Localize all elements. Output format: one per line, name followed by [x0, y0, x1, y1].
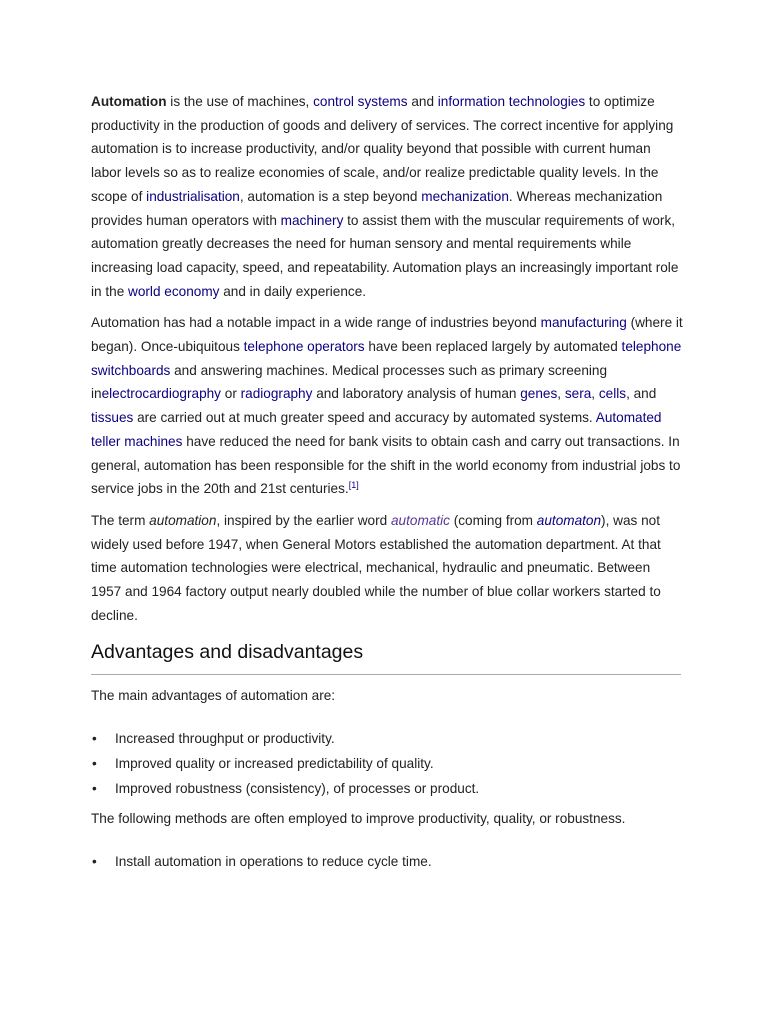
text-run: to optimize productivity in the production of goods and delivery of services. The correct incentive for applying automation is to increase productivity, and/or quality beyond that possible with current human labor levels so as to realize economies of scale, and/or realize predictable quality levels. In the scope of — [91, 94, 674, 204]
text-run: , — [591, 386, 599, 402]
link-industrialisation[interactable]: industrialisation — [146, 188, 240, 204]
advantages-intro: The main advantages of automation are: — [91, 688, 336, 704]
text-run: (coming from — [449, 512, 537, 528]
link-manufacturing[interactable]: manufacturing — [540, 315, 627, 331]
link-tissues[interactable]: tissues — [91, 410, 134, 426]
link-telephone-switchboards[interactable]: telephone switchboards — [91, 339, 682, 378]
paragraph-intro — [91, 90, 683, 303]
text-run: , automation is a step beyond — [239, 188, 422, 204]
paragraph-impact — [91, 311, 683, 501]
advantages-list — [91, 726, 683, 801]
text-run: , — [557, 386, 565, 402]
text-run: , and — [626, 386, 657, 402]
link-radiography[interactable]: radiography — [240, 386, 313, 402]
link-automaton[interactable]: automaton — [536, 512, 602, 528]
link-automatic[interactable]: automatic — [390, 512, 450, 528]
text-run: , inspired by the earlier word — [216, 512, 391, 528]
link-genes[interactable]: genes — [520, 386, 558, 402]
list-item: • Increased throughput or productivity. — [91, 726, 683, 751]
article-body — [91, 90, 683, 880]
paragraph-term-history — [91, 509, 683, 628]
text-run: ), was not widely used before 1947, when General Motors established the automation department. At that time automation technologies were electrical, mechanical, hydraulic and pneumatic. Between 1957 and 1964 factory output nearly doubled while the number of blue collar workers started to decline. — [91, 512, 661, 623]
citation-link[interactable]: [1] — [348, 480, 359, 491]
list-item: • Improved robustness (consistency), of processes or product. — [91, 776, 683, 801]
text-run: to assist them with the muscular requirements of work, automation greatly decreases the need for human sensory and mental requirements while increasing load capacity, speed, and repeatability. Automation plays an increasingly important role in the — [91, 212, 679, 299]
link-sera[interactable]: sera — [564, 386, 592, 402]
text-run: have been replaced largely by automated — [364, 339, 622, 355]
link-world-economy[interactable]: world economy — [128, 283, 220, 299]
link-cells[interactable]: cells — [598, 386, 627, 402]
link-telephone-operators[interactable]: telephone operators — [243, 339, 365, 355]
section-heading: Advantages and disadvantages — [91, 641, 681, 675]
text-run: . Whereas mechanization provides human operators with — [91, 188, 663, 228]
text-run: are carried out at much greater speed and accuracy by automated systems. — [133, 410, 596, 426]
text-run: and in daily experience. — [219, 283, 367, 299]
text-run: and answering machines. Medical processes such as primary screening in — [91, 362, 608, 402]
methods-list — [91, 849, 683, 874]
text-run: (where it began). Once-ubiquitous — [91, 315, 683, 355]
list-item: • Install automation in operations to reduce cycle time. — [91, 849, 683, 874]
text-run: is the use of machines, — [166, 94, 314, 109]
link-mechanization[interactable]: mechanization — [421, 188, 509, 204]
text-run: Automation has had a notable impact in a wide range of industries beyond — [91, 315, 541, 331]
methods-intro: The following methods are often employed to improve productivity, quality, or robustness. — [91, 811, 626, 827]
bold-term-automation: Automation — [91, 94, 167, 109]
text-run: The term — [91, 512, 150, 528]
text-run: and laboratory analysis of human — [312, 386, 521, 402]
italic-term-automation: automation — [149, 512, 217, 528]
link-machinery[interactable]: machinery — [280, 212, 344, 228]
link-electrocardiography[interactable]: electrocardiography — [101, 386, 221, 402]
text-run: or — [220, 386, 241, 402]
text-run: have reduced the need for bank visits to obtain cash and carry out transactions. In general, automation has been responsible for the shift in the world economy from industrial jobs to service jobs in the 20th and 21st centuries. — [91, 433, 681, 497]
list-item: • Improved quality or increased predictability of quality. — [91, 751, 683, 776]
link-control-systems[interactable]: control systems — [313, 94, 408, 109]
link-automated-teller-machines[interactable]: Automated teller machines — [91, 410, 662, 449]
link-information-technologies[interactable]: information technologies — [437, 94, 586, 109]
text-run: and — [407, 94, 438, 109]
